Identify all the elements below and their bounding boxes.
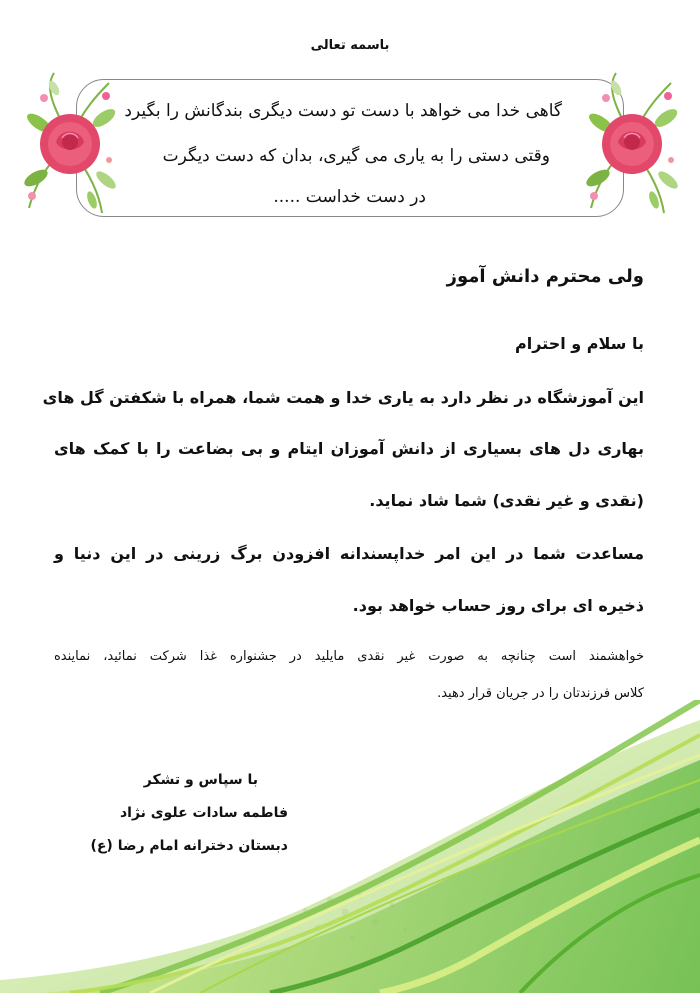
- letter-body-line: مساعدت شما در این امر خداپسندانه افزودن برگ زرینی در این دنیا و: [54, 544, 644, 563]
- poem-line-2: وقتی دستی را به یاری می گیری، بدان که دست دیگرت: [162, 146, 550, 166]
- poem-line-3: در دست خداست .....: [273, 187, 426, 207]
- letter-body-line: ذخیره ای برای روز حساب خواهد بود.: [352, 596, 644, 615]
- poem-line-1: گاهی خدا می خواهد با دست تو دست دیگری بندگانش را بگیرد: [124, 101, 562, 121]
- letter-body-line: این آموزشگاه در نظر دارد به یاری خدا و همت شما، همراه با شکفتن گل های: [42, 388, 644, 407]
- letter-note-line: کلاس فرزندتان را در جریان قرار دهید.: [437, 686, 644, 701]
- signature-name: فاطمه سادات علوی نژاد: [119, 805, 288, 821]
- letter-body-line: (نقدی و غیر نقدی) شما شاد نماید.: [369, 491, 644, 510]
- letter-body-line: بهاری دل های بسیاری از دانش آموزان ایتام و بی بضاعت را با کمک های: [54, 439, 644, 458]
- letter-salutation: ولی محترم دانش آموز: [446, 266, 644, 287]
- letter-greeting: با سلام و احترام: [515, 334, 644, 353]
- rose-bouquet-left-icon: [14, 68, 126, 218]
- signature-school: دبستان دخترانه امام رضا (ع): [90, 838, 288, 854]
- rose-bouquet-right-icon: [576, 68, 688, 218]
- signature-thanks: با سپاس و تشکر: [143, 772, 258, 788]
- page-header-title: باسمه تعالی: [310, 38, 390, 53]
- letter-note-line: خواهشمند است چنانچه به صورت غیر نقدی مایلید در جشنواره غذا شرکت نمائید، نماینده: [54, 649, 644, 664]
